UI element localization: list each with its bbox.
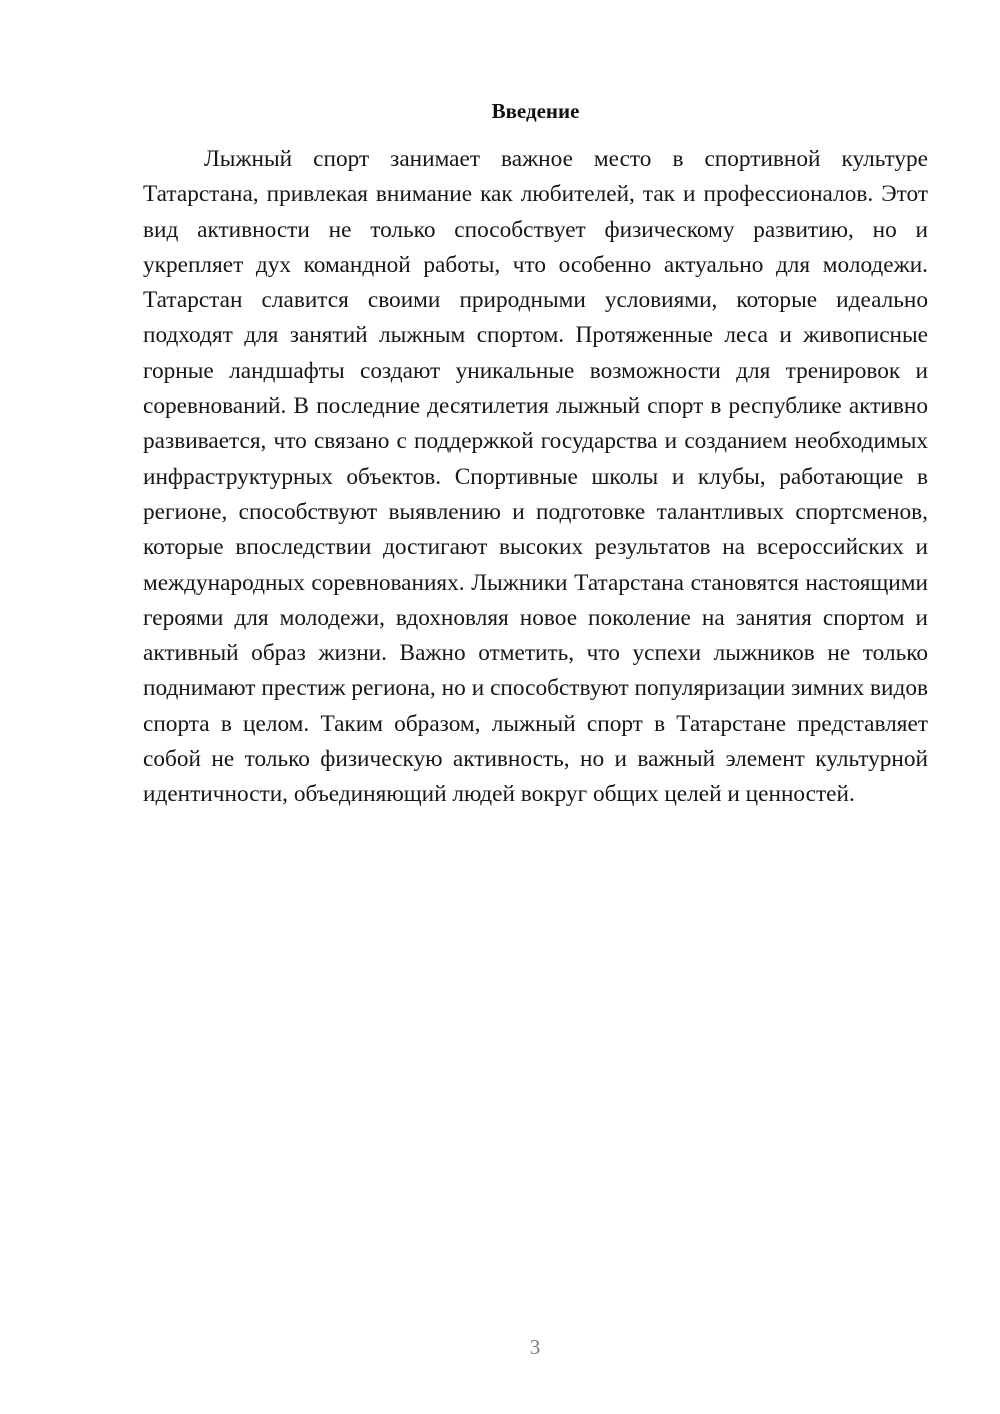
section-heading: Введение xyxy=(491,99,580,123)
page-number: 3 xyxy=(529,1335,541,1359)
body-paragraph: Лыжный спорт занимает важное место в спортивной культуре Татарстана, привлекая внимание как любителей, так и профессионалов. Этот вид активности не только способствует физическому развитию, но и укрепляет дух командной работы, что особенно актуально для молодежи. Татарстан славится своими природными условиями, которые идеально подходят для занятий лыжным спортом. Протяженные леса и живописные горные ландшафты создают уникальные возможности для тренировок и соревнований. В последние десятилетия лыжный спорт в республике активно развивается, что связано с поддержкой государства и созданием необходимых инфраструктурных объектов. Спортивные школы и клубы, работающие в регионе, способствуют выявлению и подготовке талантливых спортсменов, которые впоследствии достигают высоких результатов на всероссийских и международных соревнованиях. Лыжники Татарстана становятся настоящими героями для молодежи, вдохновляя новое поколение на занятия спортом и активный образ жизни. Важно отметить, что успехи лыжников не только поднимают престиж региона, но и способствуют популяризации зимних видов спорта в целом. Таким образом, лыжный спорт в Татарстане представляет собой не только физическую активность, но и важный элемент культурной идентичности, объединяющий людей вокруг общих целей и ценностей. xyxy=(143,146,928,808)
